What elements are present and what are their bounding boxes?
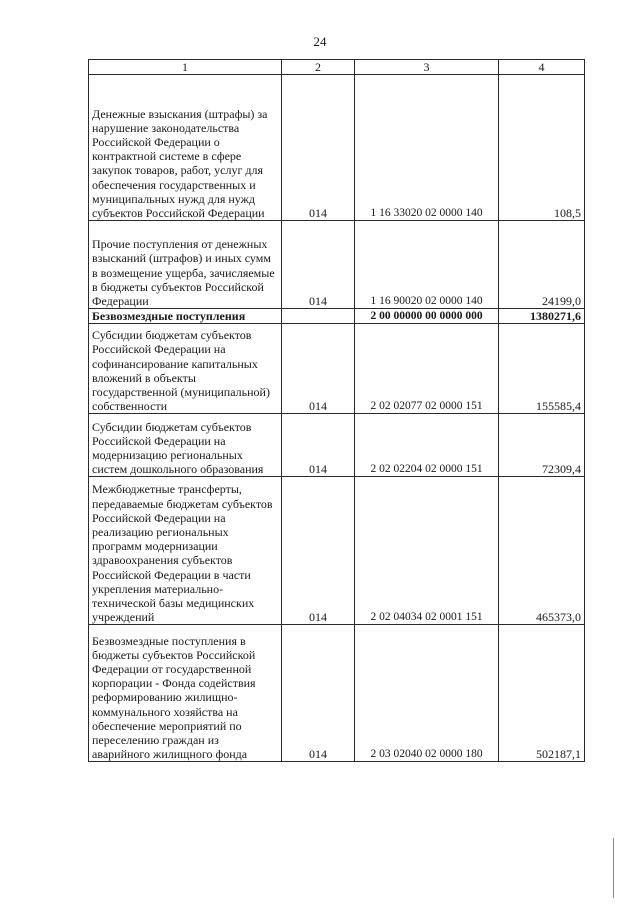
row-admin-code: 014 bbox=[282, 75, 355, 221]
row-amount: 155585,4 bbox=[499, 324, 585, 414]
row-budget-code: 1 16 33020 02 0000 140 bbox=[355, 75, 499, 221]
table-row bbox=[89, 625, 585, 762]
row-name: Субсидии бюджетам субъектов Российской Федерации на софинансирование капитальных вложений в объекты государственной (муниципальной) собственности bbox=[89, 324, 282, 414]
row-admin-code: 014 bbox=[282, 477, 355, 625]
row-name: Субсидии бюджетам субъектов Российской Федерации на модернизацию региональных систем дошкольного образования bbox=[89, 414, 282, 477]
table-row bbox=[89, 221, 585, 309]
row-admin-code: 014 bbox=[282, 625, 355, 762]
row-name: Безвозмездные поступления bbox=[89, 309, 282, 324]
row-amount: 465373,0 bbox=[499, 477, 585, 625]
column-header-4: 4 bbox=[499, 60, 585, 75]
row-admin-code: 014 bbox=[282, 414, 355, 477]
row-amount: 72309,4 bbox=[499, 414, 585, 477]
row-budget-code: 2 02 02077 02 0000 151 bbox=[355, 324, 499, 414]
table-row bbox=[89, 324, 585, 414]
row-admin-code: 014 bbox=[282, 324, 355, 414]
row-amount: 502187,1 bbox=[499, 625, 585, 762]
row-amount: 1380271,6 bbox=[499, 309, 585, 324]
row-amount: 24199,0 bbox=[499, 221, 585, 309]
row-budget-code: 2 02 02204 02 0000 151 bbox=[355, 414, 499, 477]
column-header-3: 3 bbox=[355, 60, 499, 75]
column-header-1: 1 bbox=[89, 60, 282, 75]
budget-table bbox=[88, 59, 585, 762]
row-budget-code: 2 03 02040 02 0000 180 bbox=[355, 625, 499, 762]
table-header-row bbox=[89, 60, 585, 75]
row-name: Денежные взыскания (штрафы) за нарушение законодательства Российской Федерации о контрактной системе в сфере закупок товаров, работ, услуг для обеспечения государственных и муниципальных нужд для нужд субъектов Российской Федерации bbox=[89, 75, 282, 221]
row-budget-code: 2 00 00000 00 0000 000 bbox=[355, 309, 499, 324]
row-budget-code: 2 02 04034 02 0001 151 bbox=[355, 477, 499, 625]
row-name: Межбюджетные трансферты, передаваемые бюджетам субъектов Российской Федерации на реализацию региональных программ модернизации здравоохранения субъектов Российской Федерации в части укрепления материально-технической базы медицинских учреждений bbox=[89, 477, 282, 625]
table-row-total bbox=[89, 309, 585, 324]
row-admin-code: 014 bbox=[282, 221, 355, 309]
row-admin-code bbox=[282, 309, 355, 324]
table-row bbox=[89, 477, 585, 625]
table-row bbox=[89, 414, 585, 477]
row-amount: 108,5 bbox=[499, 75, 585, 221]
row-name: Прочие поступления от денежных взысканий (штрафов) и иных сумм в возмещение ущерба, зачисляемые в бюджеты субъектов Российской Федерации bbox=[89, 221, 282, 309]
scan-margin-line bbox=[613, 838, 614, 898]
table-row bbox=[89, 75, 585, 221]
row-name: Безвозмездные поступления в бюджеты субъектов Российской Федерации от государственной корпорации - Фонда содействия реформированию жилищно-коммунального хозяйства на обеспечение мероприятий по переселению граждан из аварийного жилищного фонда bbox=[89, 625, 282, 762]
column-header-2: 2 bbox=[282, 60, 355, 75]
page-number: 24 bbox=[313, 34, 327, 49]
row-budget-code: 1 16 90020 02 0000 140 bbox=[355, 221, 499, 309]
